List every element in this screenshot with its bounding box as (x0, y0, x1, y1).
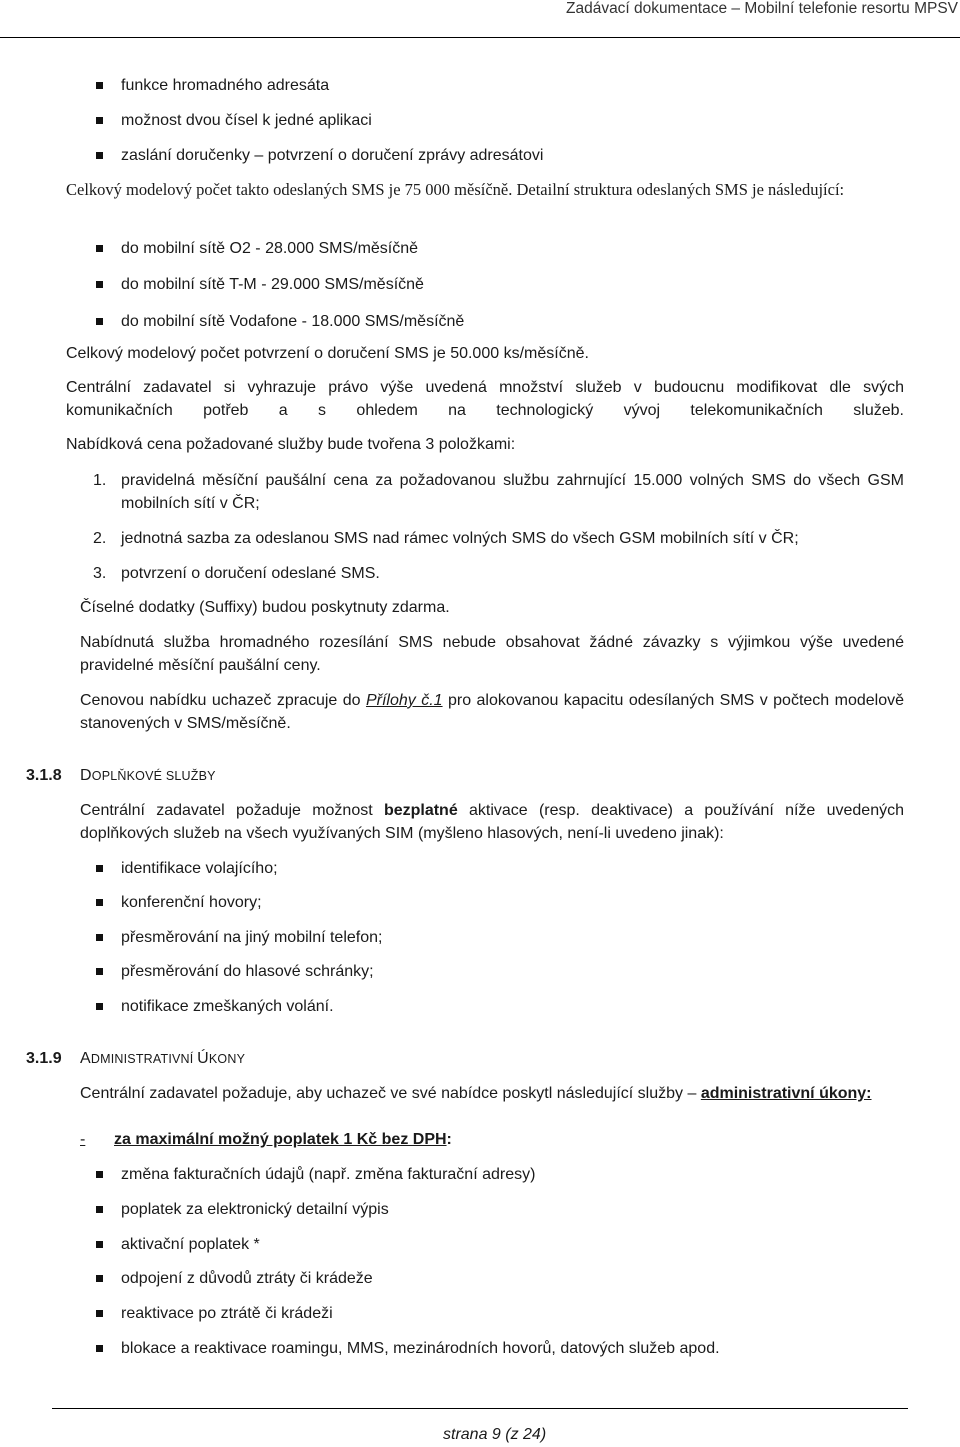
list-item: možnost dvou čísel k jedné aplikaci (121, 112, 372, 129)
bullet-icon (96, 82, 103, 89)
bullet-icon (96, 934, 103, 941)
paragraph-price (80, 689, 904, 735)
paragraph-suffix: Číselné dodatky (Suffixy) budou poskytnuty zdarma. (80, 599, 450, 616)
list-item: reaktivace po ztrátě či krádeži (121, 1305, 333, 1322)
bullet-icon (96, 1241, 103, 1248)
section-number: 3.1.9 (26, 1050, 62, 1067)
paragraph-confirm-total: Celkový modelový počet potvrzení o doručení SMS je 50.000 ks/měsíčně. (66, 345, 589, 362)
intro-text: Centrální zadavatel požaduje možnost (80, 802, 384, 819)
paragraph-price-text-2: pro alokovanou kapacitu odesílaných SMS v počtech modelově stanovených v SMS/měsíčně. (80, 692, 905, 732)
attachment-1-link[interactable]: Přílohy č.1 (365, 692, 443, 709)
list-item: do mobilní sítě T-M - 29.000 SMS/měsíčně (121, 276, 424, 293)
bullet-icon (96, 245, 103, 252)
bullet-icon (96, 152, 103, 159)
section-title-initial-2: Ú (197, 1050, 209, 1067)
section-title-rest: DMINISTRATIVNÍ (90, 1052, 198, 1066)
header-rule (0, 37, 960, 38)
header-title: Zadávací dokumentace – Mobilní telefonie resortu MPSV (565, 0, 958, 17)
list-number: 3. (93, 565, 107, 582)
section-319-intro (80, 1082, 904, 1105)
intro-bold: administrativní úkony: (700, 1085, 872, 1102)
bullet-icon (96, 1310, 103, 1317)
list-item: zaslání doručenky – potvrzení o doručení zprávy adresátovi (121, 147, 544, 164)
list-item: notifikace zmeškaných volání. (121, 998, 334, 1015)
intro-text: Centrální zadavatel požaduje, aby uchazeč ve své nabídce poskytl následující služby – (80, 1085, 701, 1102)
paragraph-no-obligation: Nabídnutá služba hromadného rozesílání SMS nebude obsahovat žádné závazky s výjimkou výše uvedené pravidelné měsíční paušální ceny. (80, 634, 904, 674)
bullet-icon (96, 117, 103, 124)
section-title-rest: OPLŇKOVÉ SLUŽBY (91, 769, 216, 783)
dash-marker: - (80, 1131, 86, 1148)
intro-text-2: aktivace (resp. deaktivace) a používání níže uvedených doplňkových služeb na všech využívaných SIM (myšleno hlasových, není-li uvedeno jinak): (80, 802, 904, 842)
section-title-rest-2: KONY (208, 1052, 246, 1066)
list-item: identifikace volajícího; (121, 860, 278, 877)
numbered-item: potvrzení o doručení odeslané SMS. (121, 565, 380, 582)
bullet-icon (96, 318, 103, 325)
list-item: konferenční hovory; (121, 894, 262, 911)
paragraph-sms-total: Celkový modelový počet takto odeslaných SMS je 75 000 měsíčně. Detailní struktura odeslaných SMS je následující: (66, 180, 845, 199)
page-number: strana 9 (z 24) (443, 1426, 547, 1443)
list-item: poplatek za elektronický detailní výpis (121, 1201, 389, 1218)
fee-label-colon: : (446, 1131, 452, 1148)
fee-label-text: za maximální možný poplatek 1 Kč bez DPH (114, 1131, 447, 1148)
section-title-initial: D (80, 767, 92, 784)
list-item: aktivační poplatek * (121, 1236, 260, 1253)
bullet-icon (96, 899, 103, 906)
bullet-icon (96, 865, 103, 872)
bullet-icon (96, 1171, 103, 1178)
footer-rule (52, 1408, 908, 1409)
paragraph-reserve-text: Centrální zadavatel si vyhrazuje právo výše uvedená množství služeb v budoucnu modifikovat dle svých komunikačních potřeb a s ohledem na technologický vývoj telekomunikačních služeb. (66, 379, 904, 419)
list-item: přesměrování do hlasové schránky; (121, 963, 374, 980)
paragraph-price-text: Cenovou nabídku uchazeč zpracuje do (80, 692, 366, 709)
section-318-intro (80, 799, 904, 845)
bullet-icon (96, 1206, 103, 1213)
section-title (80, 764, 216, 788)
list-number: 2. (93, 530, 107, 547)
bullet-icon (96, 1003, 103, 1010)
list-item: odpojení z důvodů ztráty či krádeže (121, 1270, 373, 1287)
list-item: do mobilní sítě Vodafone - 18.000 SMS/měsíčně (121, 313, 465, 330)
section-title (80, 1047, 245, 1071)
list-item: do mobilní sítě O2 - 28.000 SMS/měsíčně (121, 240, 419, 257)
fee-label (114, 1128, 452, 1151)
section-title-initial: A (80, 1050, 91, 1067)
list-item: funkce hromadného adresáta (121, 77, 330, 94)
intro-bold: bezplatné (383, 802, 458, 819)
list-item: přesměrování na jiný mobilní telefon; (121, 929, 383, 946)
list-number: 1. (93, 472, 107, 489)
section-number: 3.1.8 (26, 767, 62, 784)
bullet-icon (96, 1275, 103, 1282)
paragraph-offer: Nabídková cena požadované služby bude tvořena 3 položkami: (66, 436, 516, 453)
bullet-icon (96, 968, 103, 975)
numbered-item: pravidelná měsíční paušální cena za požadovanou službu zahrnující 15.000 volných SMS do všech GSM mobilních sítí v ČR; (121, 472, 904, 512)
list-item: změna fakturačních údajů (např. změna fakturační adresy) (121, 1166, 536, 1183)
paragraph-reserve (66, 376, 904, 422)
bullet-icon (96, 281, 103, 288)
bullet-icon (96, 1345, 103, 1352)
list-item: blokace a reaktivace roamingu, MMS, mezinárodních hovorů, datových služeb apod. (121, 1340, 720, 1357)
numbered-item: jednotná sazba za odeslanou SMS nad rámec volných SMS do všech GSM mobilních sítí v ČR; (121, 530, 799, 547)
